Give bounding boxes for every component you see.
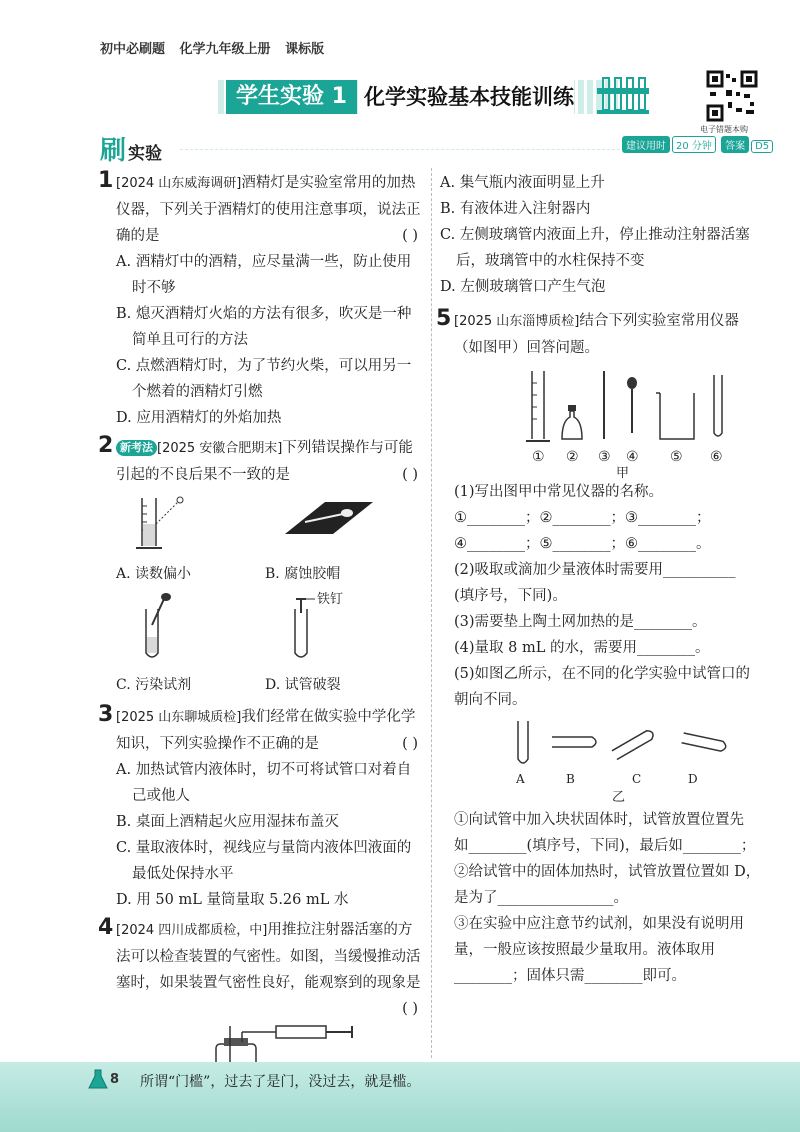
column-divider (431, 168, 432, 1058)
question-source: [2025 安徽合肥期末] (157, 441, 283, 456)
q2-figure-row-2 (116, 591, 424, 698)
c2-line-2: 是为了________________。 (454, 890, 628, 906)
edition-name: 课标版 (285, 42, 325, 57)
q4-option-a: A. 集气瓶内液面明显上升 (440, 175, 605, 191)
new-method-tag: 新考法 (116, 440, 157, 456)
answer-code: D5 (751, 140, 773, 153)
q2-figure-row-1 (116, 494, 424, 587)
yi-label-a: A (516, 772, 525, 786)
page-number: 8 (110, 1072, 120, 1087)
figure-d-caption: D. 试管破裂 (265, 677, 341, 693)
heading-rule (180, 149, 620, 150)
figure-a (116, 494, 265, 587)
sub-question-1: (1)写出图甲中常见仪器的名称。 (454, 484, 664, 500)
jia-label-1: ① (532, 449, 545, 465)
cylinder-reading-figure (116, 494, 196, 552)
question-number: 1 (98, 168, 114, 193)
sub-question-2b: (填序号，下同)。 (454, 588, 567, 604)
q4-option-c: C. 左侧玻璃管内液面上升，停止推动注射器活塞后，玻璃管中的水柱保持不变 (440, 227, 750, 269)
jia-label-4: ④ (626, 449, 639, 465)
c2-line-1: ②给试管中的固体加热时，试管放置位置如 D， (454, 864, 761, 880)
figure-b (265, 494, 414, 587)
jia-label-3: ③ (598, 449, 611, 465)
option-a: A. 加热试管内液体时，切不可将试管口对着自己或他人 (116, 762, 412, 804)
answer-paren: ( ) (402, 228, 418, 244)
title-banner (218, 72, 658, 122)
section-heading (100, 130, 162, 167)
time-label: 建议用时 (622, 136, 670, 153)
yi-caption: 乙 (612, 790, 626, 805)
experiment-badge: 学生实验 1 (226, 80, 357, 114)
sub-question-2a: (2)吸取或滴加少量液体时需要用__________ (454, 562, 736, 578)
question-stem: 用推拉注射器活塞的方法可以检查装置的气密性。如图，当缓慢推动活塞时，如果装置气密性良好，能观察到的现象是 (116, 922, 421, 991)
option-c: C. 量取液体时，视线应与量筒内液体凹液面的最低处保持水平 (116, 840, 412, 882)
sub-question-3: (3)需要垫上陶土网加热的是________。 (454, 614, 707, 630)
figure-a-caption: A. 读数偏小 (116, 566, 192, 582)
question-source: [2024 四川成都质检，中] (116, 923, 268, 938)
jia-label-2: ② (566, 449, 579, 465)
sub-question-4: (4)量取 8 mL 的水，需要用________。 (454, 640, 710, 656)
question-number: 3 (98, 702, 114, 727)
question-stem: 结合下列实验室常用仪器（如图甲）回答问题。 (454, 313, 739, 356)
meta-info (622, 136, 775, 153)
option-d: D. 用 50 mL 量筒量取 5.26 mL 水 (116, 892, 349, 908)
nail-into-tube-figure (265, 591, 375, 663)
q4-option-d: D. 左侧玻璃管口产生气泡 (440, 279, 606, 295)
right-column (436, 170, 762, 989)
test-tube-rack-icon (593, 76, 653, 116)
nail-label: 铁钉 (317, 592, 344, 607)
qr-label: 电子错题本购 (700, 125, 748, 134)
running-header (100, 38, 334, 57)
answer-paren: ( ) (402, 467, 418, 483)
dropper-in-tube-figure (116, 591, 196, 663)
question-2 (98, 433, 424, 698)
flask-icon (88, 1068, 108, 1090)
page-title: 化学实验基本技能训练 (358, 80, 574, 114)
tube-orientation-figure-yi (454, 715, 754, 805)
c1-line-2: 如________(填序号，下同)，最后如________； (454, 838, 756, 854)
answer-paren: ( ) (402, 1001, 418, 1017)
question-3 (98, 702, 424, 913)
c1-line-1: ①向试管中加入块状固体时，试管放置位置先 (454, 812, 744, 828)
blank-row-2: ④________；⑤________；⑥________。 (454, 536, 711, 552)
option-d: D. 应用酒精灯的外焰加热 (116, 410, 282, 426)
question-source: [2025 山东聊城质检] (116, 710, 242, 725)
option-b: B. 桌面上酒精起火应用湿抹布盖灭 (116, 814, 339, 830)
option-c: C. 点燃酒精灯时，为了节约火柴，可以用另一个燃着的酒精灯引燃 (116, 358, 412, 400)
question-5 (436, 306, 762, 989)
jia-label-6: ⑥ (710, 449, 723, 465)
question-source: [2024 山东威海调研] (116, 176, 242, 191)
option-b: B. 熄灭酒精灯火焰的方法有很多，吹灭是一种简单且可行的方法 (116, 306, 412, 348)
question-number: 5 (436, 306, 452, 331)
figure-c (116, 591, 265, 698)
option-a: A. 酒精灯中的酒精，应尽量满一些，防止使用时不够 (116, 254, 412, 296)
question-number: 2 (98, 433, 114, 458)
sub-question-5: (5)如图乙所示，在不同的化学实验中试管口的朝向不同。 (454, 666, 751, 708)
question-stem: 下列错误操作与可能引起的不良后果不一致的是 (116, 440, 413, 483)
left-column (98, 168, 424, 1090)
figure-c-caption: C. 污染试剂 (116, 677, 192, 693)
footer-quote: 所谓“门槛”，过去了是门，没过去，就是槛。 (140, 1074, 421, 1090)
figure-b-caption: B. 腐蚀胶帽 (265, 566, 341, 582)
yi-label-d: D (688, 772, 698, 786)
qr-code[interactable] (706, 70, 758, 122)
jia-label-5: ⑤ (670, 449, 683, 465)
instruments-figure-jia (454, 367, 754, 479)
question-stem: 酒精灯是实验室常用的加热仪器，下列关于酒精灯的使用注意事项，说法正确的是 (116, 175, 421, 244)
yi-label-b: B (566, 772, 575, 786)
question-1 (98, 168, 424, 431)
section-title: 实验 (128, 144, 163, 164)
section-mark: 刷 (100, 136, 127, 166)
q4-option-b: B. 有液体进入注射器内 (440, 201, 591, 217)
question-stem: 我们经常在做实验中学化学知识，下列实验操作不正确的是 (116, 709, 416, 752)
dropper-on-table-figure (265, 494, 375, 552)
question-number: 4 (98, 915, 114, 940)
jia-caption: 甲 (616, 466, 630, 479)
c3-line-3: ________；固体只需________即可。 (454, 968, 686, 984)
subject-name: 化学九年级上册 (179, 42, 271, 57)
series-name: 初中必刷题 (100, 42, 166, 57)
answer-paren: ( ) (402, 736, 418, 752)
yi-label-c: C (632, 772, 642, 786)
figure-d (265, 591, 414, 698)
blank-row-1: ①________；②________；③________； (454, 510, 711, 526)
page-footer (0, 1062, 800, 1132)
c3-line-1: ③在实验中应注意节约试剂，如果没有说明用 (454, 916, 744, 932)
time-value: 20 分钟 (672, 136, 716, 153)
question-source: [2025 山东淄博质检] (454, 314, 580, 329)
c3-line-2: 量，一般应该按照最少量取用。液体取用 (454, 942, 715, 958)
answer-label: 答案 (721, 136, 749, 153)
